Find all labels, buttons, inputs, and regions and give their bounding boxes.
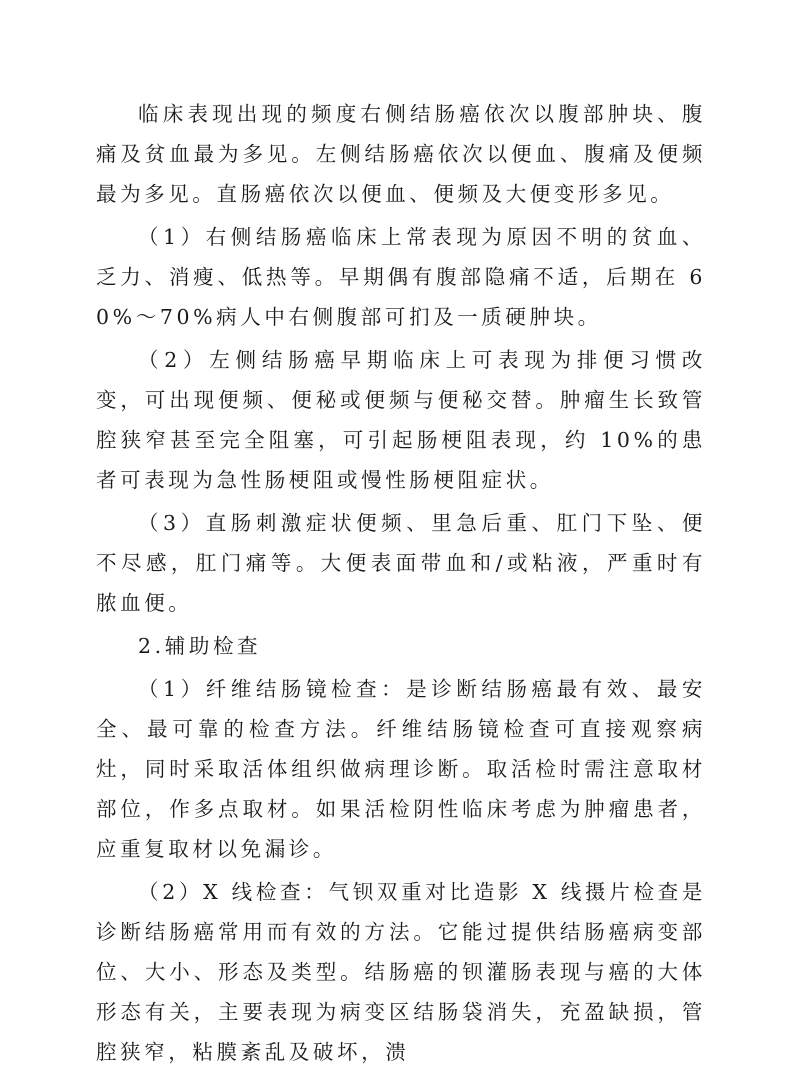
paragraph-clinical-frequency: 临床表现出现的频度右侧结肠癌依次以腹部肿块、腹痛及贫血最为多见。左侧结肠癌依次以便血、腹痛及便频最为多见。直肠癌依次以便血、便频及大便变形多见。 — [96, 102, 706, 206]
paragraph-right-colon: （1）右侧结肠癌临床上常表现为原因不明的贫血、乏力、消瘦、低热等。早期偶有腹部隐痛不适，后期在 60%～70%病人中右侧腹部可扪及一质硬肿块。 — [96, 225, 706, 329]
paragraph-rectal: （3）直肠刺激症状便频、里急后重、肛门下坠、便不尽感，肛门痛等。大便表面带血和/或粘液，严重时有脓血便。 — [96, 511, 706, 615]
paragraph-xray: （2）X 线检查：气钡双重对比造影 X 线摄片检查是诊断结肠癌常用而有效的方法。它能过提供结肠癌病变部位、大小、形态及类型。结肠癌的钡灌肠表现与癌的大体形态有关，主要表现为病变区结肠袋消失，充盈缺损，管腔狭窄，粘膜紊乱及破坏，溃 — [96, 880, 706, 1064]
paragraph-left-colon: （2）左侧结肠癌早期临床上可表现为排便习惯改变，可出现便频、便秘或便频与便秘交替。肿瘤生长致管腔狭窄甚至完全阻塞，可引起肠梗阻表现，约 10%的患者可表现为急性肠梗阻或慢性肠梗阻症状。 — [96, 348, 706, 492]
section-heading: 2.辅助检查 — [138, 634, 262, 658]
document-page — [96, 94, 706, 1075]
paragraph-colonoscopy: （1）纤维结肠镜检查：是诊断结肠癌最有效、最安全、最可靠的检查方法。纤维结肠镜检查可直接观察病灶，同时采取活体组织做病理诊断。取活检时需注意取材部位，作多点取材。如果活检阴性临床考虑为肿瘤患者，应重复取材以免漏诊。 — [96, 677, 706, 861]
